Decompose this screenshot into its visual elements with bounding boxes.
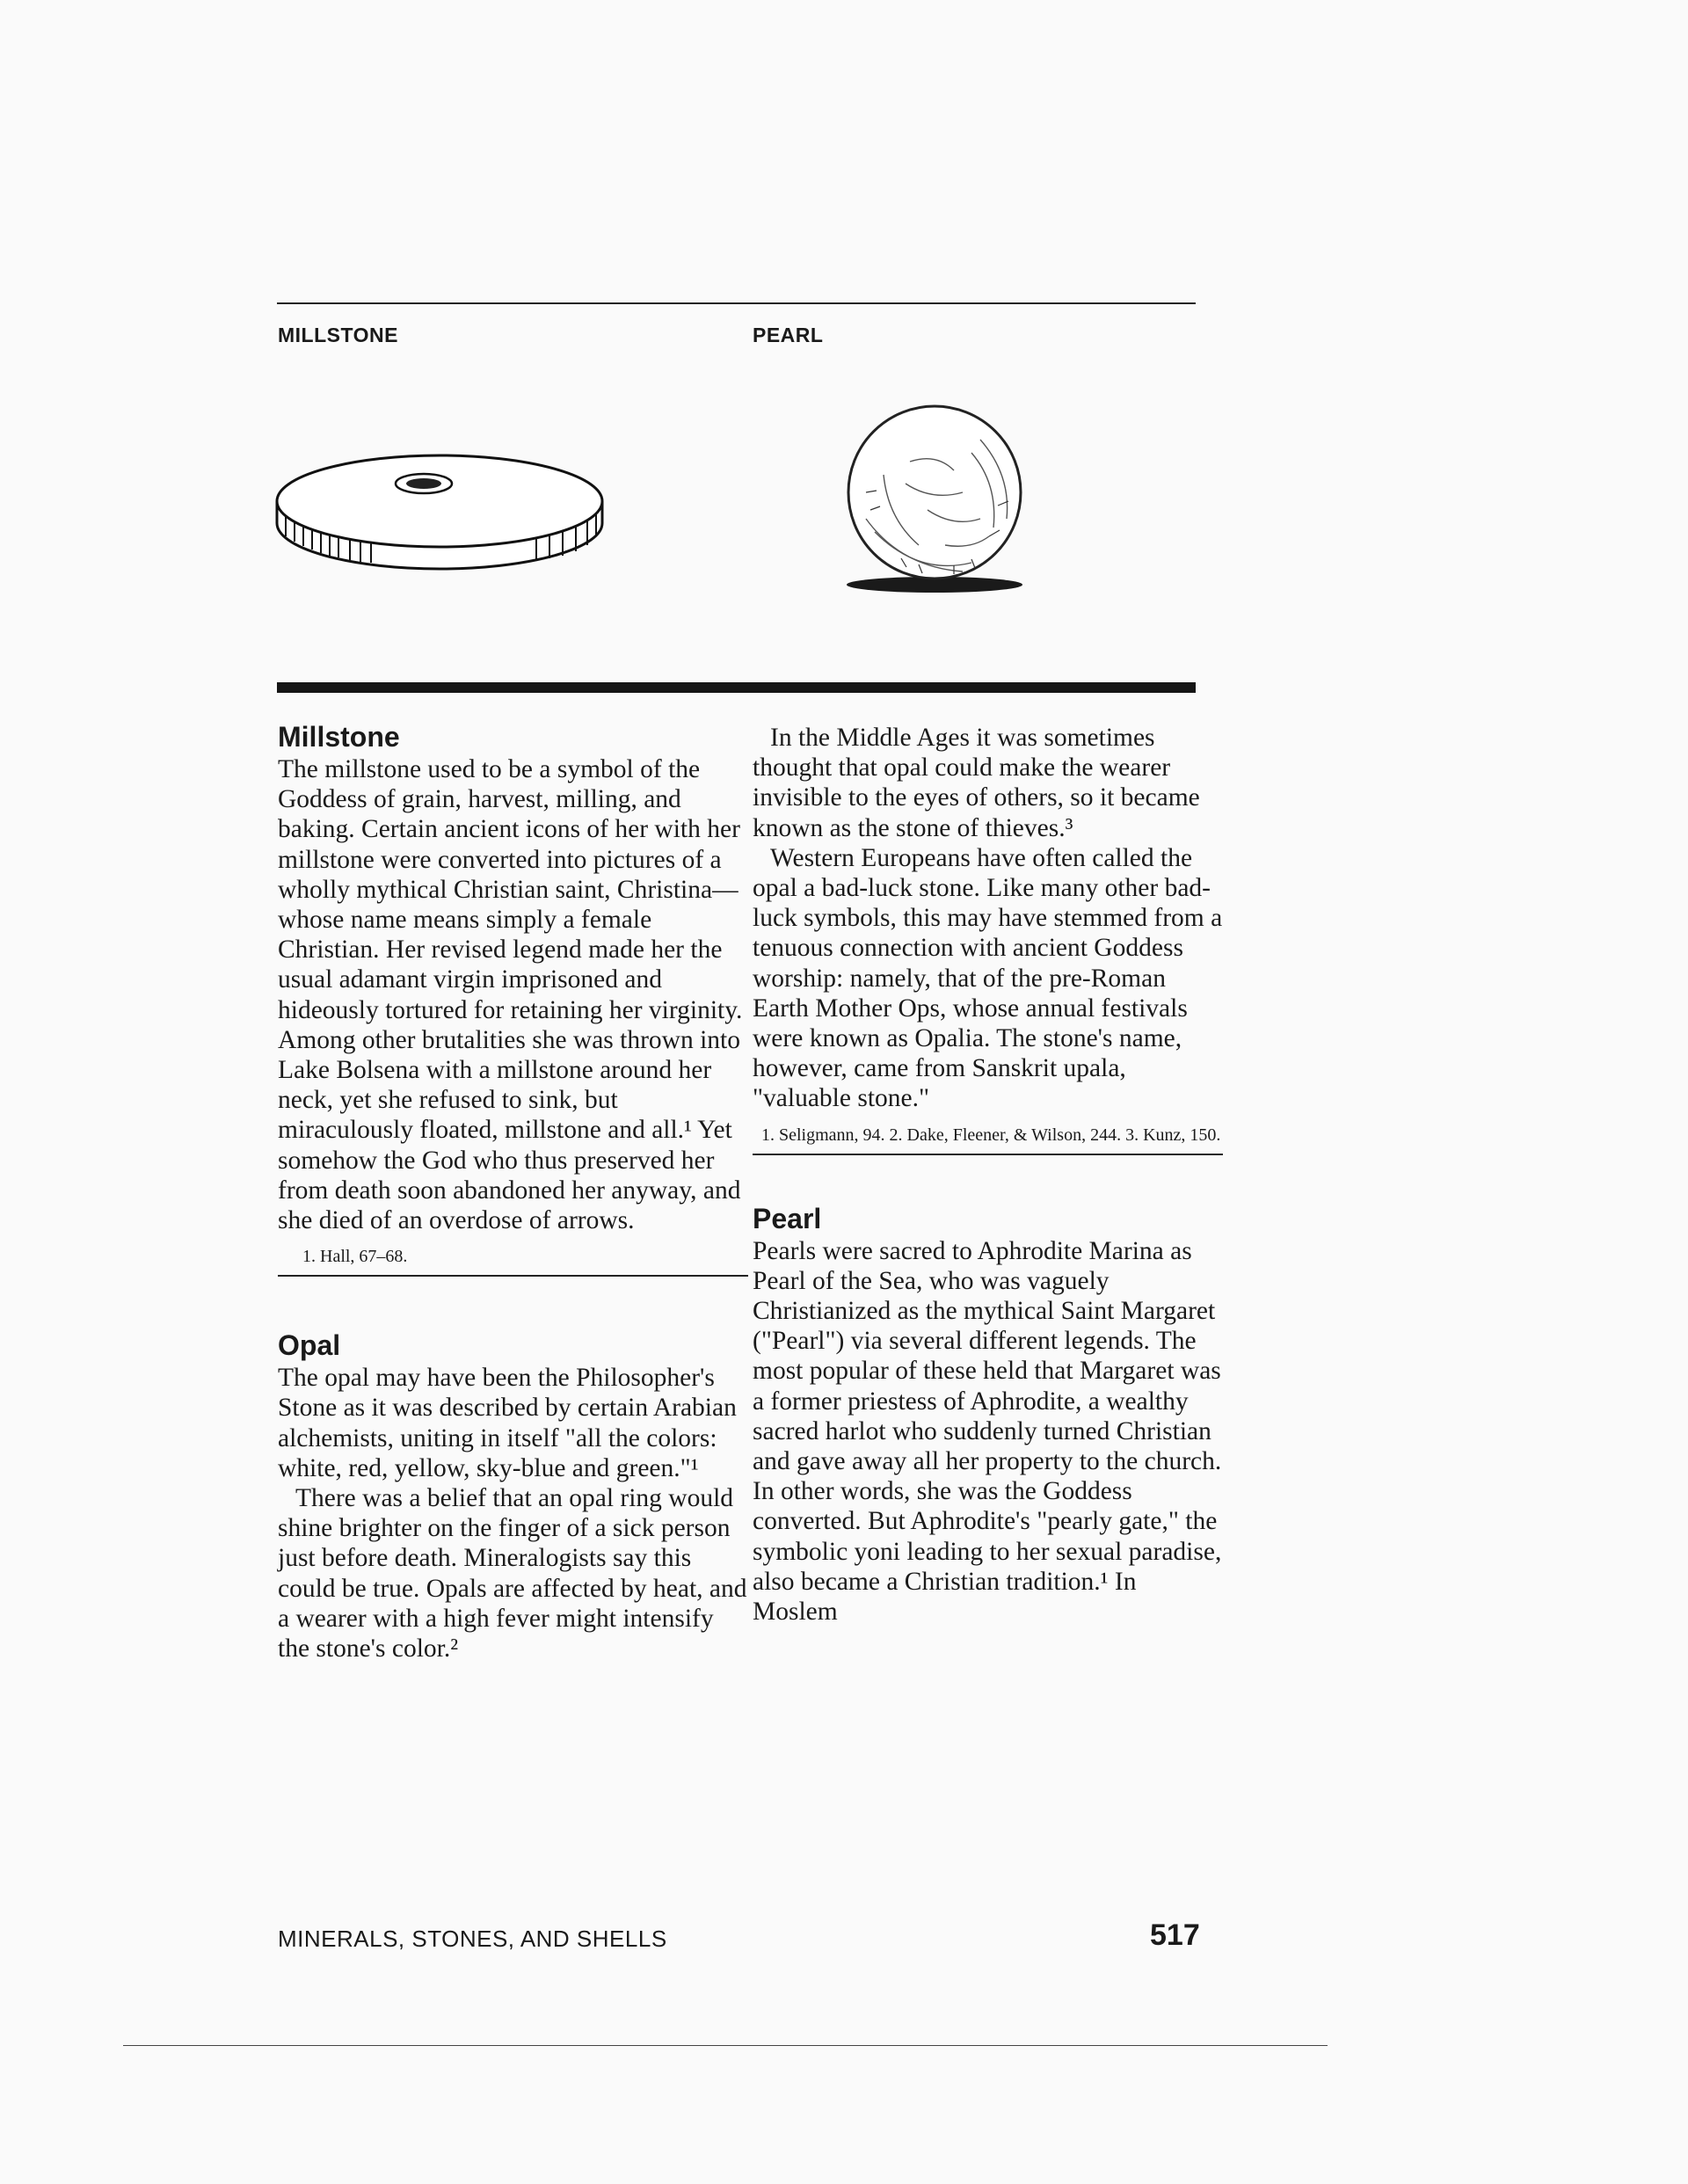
opal-text-2: There was a belief that an opal ring would shine brighter on the finger of a sick person just before death. Mineralogists say this could be true. Opals are affected by heat, and a wearer with a high fever might intensify the stone's color.²: [278, 1484, 747, 1663]
header-rule: [277, 302, 1196, 304]
heading-pearl: Pearl: [753, 1202, 822, 1234]
opal-end-rule: [753, 1154, 1223, 1155]
bottom-scan-edge: [123, 2045, 1328, 2046]
section-divider: [277, 682, 1196, 693]
pearl-text: Pearls were sacred to Aphrodite Marina as Pearl of the Sea, who was vaguely Christianized as the mythical Saint Margaret ("Pearl") via several different legends. The most popular of these held that Margaret was a former priestess of Aphrodite, a wealthy sacred harlot who suddenly turned Christian and gave away all her property to the church. In other words, she was the Goddess converted. But Aphrodite's "pearly gate," the symbolic yoni leading to her sexual paradise, also became a Christian tradition.¹ In Moslem: [753, 1236, 1222, 1627]
millstone-notes: 1. Hall, 67–68.: [302, 1247, 408, 1267]
millstone-text: The millstone used to be a symbol of the Goddess of grain, harvest, milling, and baking. Certain ancient icons of her with her millstone were converted into pictures of a wholly mythical Christian saint, Christina—whose name means simply a female Christian. Her revised legend made her the usual adamant virgin imprisoned and hideously tortured for retaining her virginity. Among other brutalities she was thrown into Lake Bolsena with a millstone around her neck, yet she refused to sink, but miraculously floated, millstone and all.¹ Yet somehow the God who thus preserved her from death soon abandoned her anyway, and she died of an overdose of arrows.: [278, 755, 743, 1235]
left-column: [278, 719, 748, 1663]
opal-text-3: In the Middle Ages it was sometimes thought that opal could make the wearer invisible to the eyes of others, so it became known as the stone of thieves.³: [753, 724, 1200, 842]
heading-opal: Opal: [278, 1329, 341, 1362]
footer-section-title: MINERALS, STONES, AND SHELLS: [278, 1926, 667, 1952]
opal-notes: 1. Seligmann, 94. 2. Dake, Fleener, & Wilson, 244. 3. Kunz, 150.: [761, 1125, 1221, 1145]
millstone-illustration: [273, 431, 607, 571]
page-number: 517: [1150, 1918, 1200, 1952]
opal-text-1: The opal may have been the Philosopher's Stone as it was described by certain Arabian alchemists, uniting in itself "all the colors: white, red, yellow, sky-blue and green."¹: [278, 1364, 737, 1482]
right-column: [753, 723, 1223, 1627]
millstone-end-rule: [278, 1275, 748, 1277]
pearl-illustration: [822, 387, 1051, 607]
figure-label-millstone: MILLSTONE: [278, 324, 398, 346]
opal-text-4: Western Europeans have often called the opal a bad-luck stone. Like many other bad-luck symbols, this may have stemmed from a tenuous connection with ancient Goddess worship: namely, that of the pre-Roman Earth Mother Ops, whose annual festivals were known as Opalia. The stone's name, however, came from Sanskrit upala, "valuable stone.": [753, 843, 1223, 1113]
heading-millstone: Millstone: [278, 721, 400, 753]
figure-label-pearl: PEARL: [753, 324, 824, 346]
